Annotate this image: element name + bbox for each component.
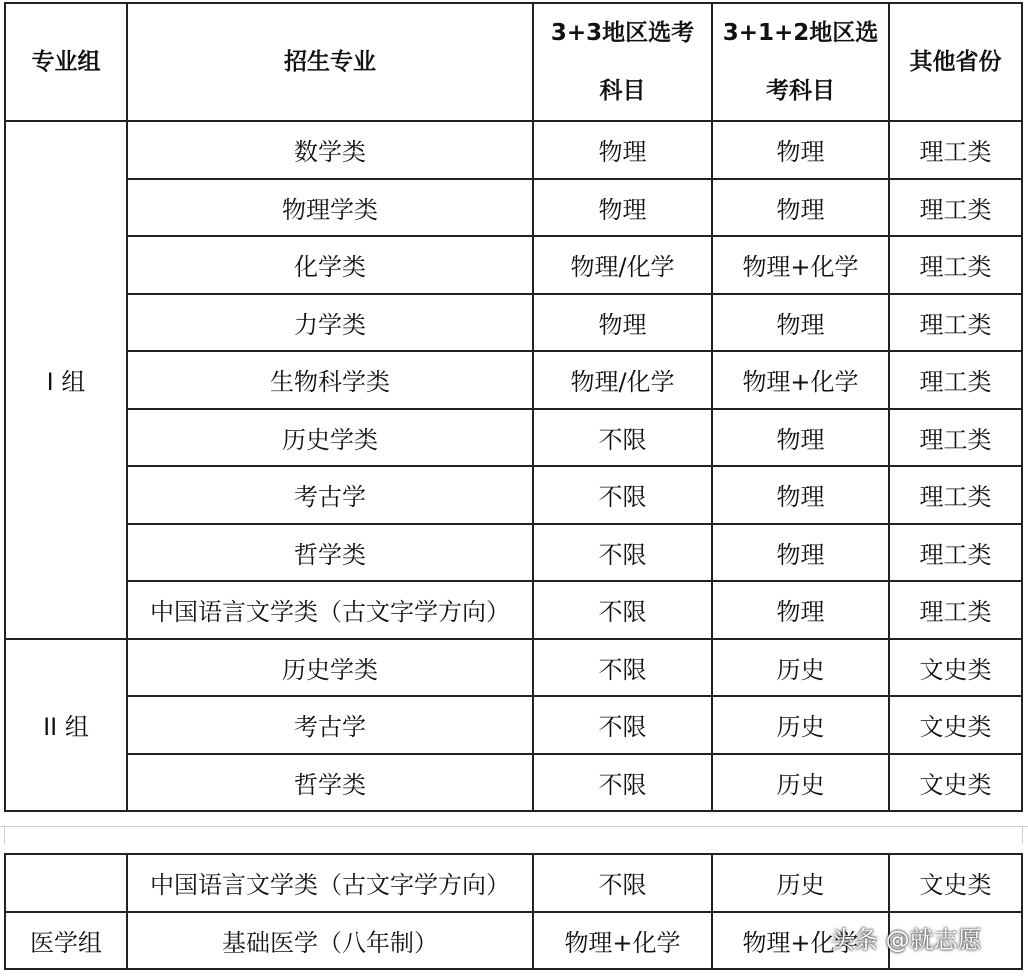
major-cell: 历史学类	[127, 409, 533, 467]
header-subjects-33-line2: 科目	[599, 78, 646, 104]
group-label-2: II 组	[5, 639, 127, 812]
subjects-312-cell: 历史	[712, 639, 889, 697]
subjects-312-cell: 物理	[712, 409, 889, 467]
subjects-312-cell: 历史	[712, 854, 889, 912]
subjects-33-cell: 不限	[533, 466, 712, 524]
subjects-33-cell: 物理/化学	[533, 351, 712, 409]
major-cell: 力学类	[127, 294, 533, 352]
subjects-33-cell: 物理	[533, 179, 712, 237]
other-province-cell: 文史类	[889, 754, 1022, 812]
table-row	[5, 409, 1022, 467]
major-cell: 基础医学（八年制）	[127, 912, 533, 970]
major-cell: 考古学	[127, 466, 533, 524]
table-row	[5, 581, 1022, 639]
subjects-33-cell: 物理	[533, 294, 712, 352]
major-cell: 哲学类	[127, 754, 533, 812]
table-row	[5, 696, 1022, 754]
header-group: 专业组	[5, 3, 127, 121]
other-province-cell: 文史类	[889, 854, 1022, 912]
subjects-312-cell: 物理	[712, 121, 889, 179]
major-cell: 哲学类	[127, 524, 533, 582]
major-cell: 数学类	[127, 121, 533, 179]
header-subjects-312-line1: 3+1+2地区选	[722, 20, 879, 46]
header-subjects-33-line1: 3+3地区选考	[550, 20, 695, 46]
other-province-cell: 理工类	[889, 294, 1022, 352]
other-province-cell: 理工类	[889, 466, 1022, 524]
major-cell: 历史学类	[127, 639, 533, 697]
subjects-33-cell: 不限	[533, 696, 712, 754]
other-province-cell: 理工类	[889, 351, 1022, 409]
subjects-33-cell: 不限	[533, 409, 712, 467]
other-province-cell: 理工类	[889, 524, 1022, 582]
page-break-line	[0, 826, 1028, 827]
other-province-cell: 文史类	[889, 639, 1022, 697]
subjects-312-cell: 物理+化学	[712, 351, 889, 409]
group-label-empty	[5, 854, 127, 912]
subjects-312-cell: 物理+化学	[712, 912, 889, 970]
major-cell: 中国语言文学类（古文字学方向）	[127, 581, 533, 639]
subjects-312-cell: 物理	[712, 466, 889, 524]
table-row	[5, 466, 1022, 524]
table-row	[5, 236, 1022, 294]
subjects-312-cell: 历史	[712, 754, 889, 812]
table-row	[5, 524, 1022, 582]
other-province-cell: 文史类	[889, 696, 1022, 754]
table-row	[5, 854, 1022, 912]
header-subjects-312-line2: 考科目	[766, 78, 835, 104]
other-province-cell: 理工类	[889, 236, 1022, 294]
subjects-312-cell: 物理	[712, 294, 889, 352]
subjects-33-cell: 不限	[533, 639, 712, 697]
admissions-table	[4, 2, 1023, 812]
major-cell: 化学类	[127, 236, 533, 294]
page-break-tick-left	[4, 826, 5, 844]
major-cell: 中国语言文学类（古文字学方向）	[127, 854, 533, 912]
other-province-cell: 理工类	[889, 121, 1022, 179]
header-other: 其他省份	[889, 3, 1022, 121]
major-cell: 考古学	[127, 696, 533, 754]
major-cell: 生物科学类	[127, 351, 533, 409]
other-province-cell: 理工类	[889, 179, 1022, 237]
group-label-medical: 医学组	[5, 912, 127, 970]
subjects-33-cell: 物理/化学	[533, 236, 712, 294]
header-row	[5, 3, 1022, 121]
page-break-tick-right	[1022, 826, 1023, 844]
table-row	[5, 754, 1022, 812]
subjects-33-cell: 物理	[533, 121, 712, 179]
subjects-33-cell: 不限	[533, 581, 712, 639]
table-row	[5, 351, 1022, 409]
header-subjects-33	[533, 3, 712, 121]
subjects-312-cell: 历史	[712, 696, 889, 754]
subjects-33-cell: 不限	[533, 524, 712, 582]
other-province-cell: 理工类	[889, 409, 1022, 467]
subjects-312-cell: 物理	[712, 179, 889, 237]
group-label-1: I 组	[5, 121, 127, 639]
subjects-312-cell: 物理	[712, 524, 889, 582]
major-cell: 物理学类	[127, 179, 533, 237]
source-credit-watermark: 头条 @就志愿	[830, 926, 982, 954]
header-major: 招生专业	[127, 3, 533, 121]
subjects-33-cell: 物理+化学	[533, 912, 712, 970]
header-subjects-312	[712, 3, 889, 121]
other-province-cell: 理工类	[889, 581, 1022, 639]
subjects-312-cell: 物理	[712, 581, 889, 639]
table-row	[5, 294, 1022, 352]
subjects-312-cell: 物理+化学	[712, 236, 889, 294]
subjects-33-cell: 不限	[533, 854, 712, 912]
table-row	[5, 121, 1022, 179]
table-row	[5, 179, 1022, 237]
table-row	[5, 639, 1022, 697]
subjects-33-cell: 不限	[533, 754, 712, 812]
